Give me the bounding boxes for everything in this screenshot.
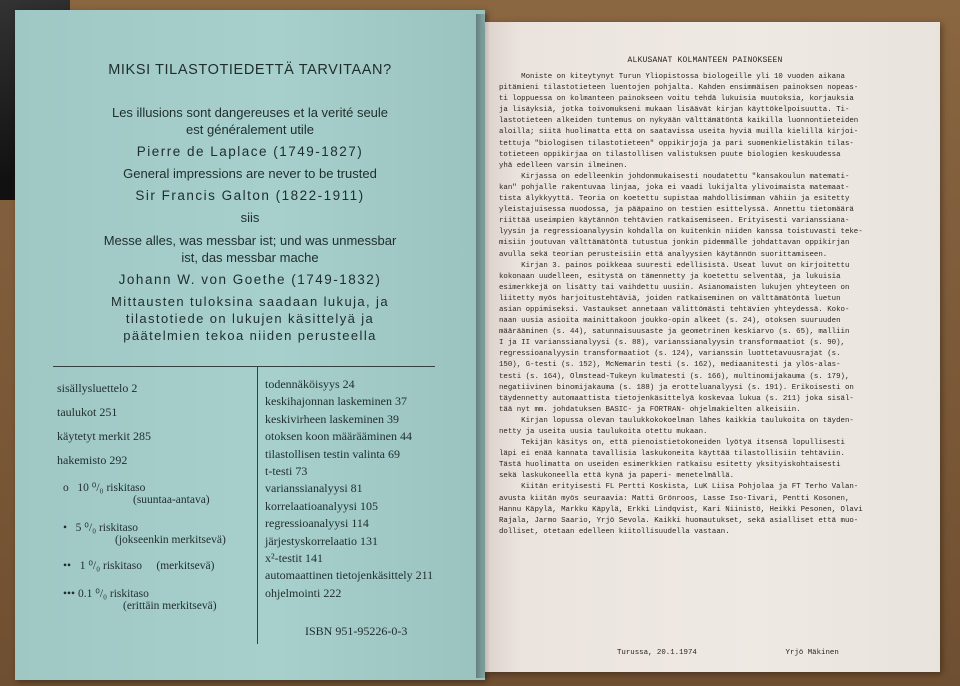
preface-line: naan uusia asioita mainittakoon joukko-opin alkeet (s. 24), otoksen suuruuden — [499, 317, 841, 326]
right-page — [485, 22, 940, 672]
toc-item: käytetyt merkit 285 — [57, 429, 151, 443]
preface-heading: ALKUSANAT KOLMANTEEN PAINOKSEEN — [627, 56, 783, 65]
preface-line: yhä edelleen varsin ilmeinen. — [499, 161, 628, 170]
toc-item: otoksen koon määrääminen 44 — [265, 429, 412, 444]
preface-line: Moniste on kiteytynyt Turun Yliopistossa biologeille yli 10 vuoden aikana — [499, 73, 845, 81]
preface-line: läpi ei enää kannata tavallisia laskukoneita käyttää tilastollisiin tehtäviin. — [499, 450, 845, 459]
preface-line: Hannu Käpylä, Markku Käpylä, Erkki Lindqvist, Kari Niinistö, Heikki Pesonen, Olavi — [499, 505, 863, 514]
preface-line: esimerkkejä on lisätty tai vaihdettu uusiin. Asianomaisten lukujen yhteyteen on — [499, 283, 850, 292]
preface-line: dolliset, otetaan edelleen kiitollisuudella vastaan. — [499, 527, 730, 536]
preface-line: kan" pohjalle rakentuvaa linjaa, joka ei vaadi lukijalta ylivoimaista matemaat- — [499, 183, 850, 192]
preface-line: kokonaan uudelleen, esitystä on tämennetty ja koetettu selventää, ja lukuisia — [499, 272, 841, 281]
preface-line: pitämieni tilastotieteen luentojen pohjalta. Kahden ensimmäisen painoksen nopeas- — [499, 84, 859, 93]
toc-item: t-testi 73 — [265, 463, 308, 478]
preface-line: misiin joutuvan välttämätöntä tutustua jonkin pidemmälle johdattavan oppikirjan — [499, 239, 850, 248]
connector-siis: siis — [240, 210, 260, 225]
author-galton: Sir Francis Galton (1822-1911) — [135, 188, 365, 203]
preface-line: sekä laskukoneella että kynä ja paperi- menetelmällä. — [499, 472, 735, 481]
preface-line: määrääminen (s. 44), satunnaisuusaste ja geometrinen keskiarvo (s. 65), malliin — [499, 328, 850, 337]
preface-line: asian oppimiseksi. Vastaukset annetaan välittömästi tehtävien yhteydessä. Koko- — [499, 305, 850, 314]
toc-item: ohjelmointi 222 — [265, 585, 342, 600]
finnish-line3: päätelmien tekoa niiden perusteella — [123, 328, 377, 343]
toc-item: todennäköisyys 24 — [265, 377, 355, 391]
toc-item: varianssianalyysi 81 — [265, 481, 363, 496]
preface-line: riittää useimpien käytännön tehtävien ratkaisemiseen. Erityisesti varianssiana- — [499, 217, 850, 226]
signature-place: Turussa, 20.1.1974 — [617, 649, 697, 657]
preface-line: lyysin ja regressioanalyysin kohdalla on kuitenkin niiden kanssa toistuvasti teke- — [499, 228, 863, 237]
preface-line: ti loppuessa on kolmanteen painokseen voitu tehdä lukuisia muutoksia, korjauksia — [499, 95, 854, 104]
preface-line: Tästä huolimatta on useiden esimerkkien ratkaisu esitetty yksityiskohtaisesti — [499, 461, 841, 470]
preface-line: Kirjan 3. painos poikkeaa suuresti edellisistä. Useat luvut on kirjoitettu — [499, 261, 850, 270]
preface-signature — [617, 649, 917, 657]
preface-line: Tekijän käsitys on, että pienoistietokoneiden lyötyä itsensä lopullisesti — [499, 439, 845, 448]
preface-line: avulla sekä teorian perusteisiin että analyysien käytännön suorittamiseen. — [499, 250, 828, 259]
preface-body — [499, 72, 927, 538]
finnish-line1: Mittausten tuloksina saadaan lukuja, ja — [111, 294, 389, 309]
risk-level: o 10 ⁰/₀ riskitaso (suuntaa-antava) — [63, 482, 210, 506]
toc-right — [265, 376, 465, 602]
preface-line: täydennetty automaattista tietojenkäsittelyä koskevaa lukua (s. 211) joka sisäl- — [499, 394, 854, 403]
toc-item: keskihajonnan laskeminen 37 — [265, 394, 407, 409]
horizontal-divider — [53, 366, 435, 367]
preface-line: aloilla; siitä huolimatta että on saatavissa useita hyviä muilla kielillä kirjoi- — [499, 128, 859, 137]
preface-line: regressioanalyysin transformaatiot (s. 124), varianssin luottetavuusrajat (s. — [499, 350, 841, 359]
quote-laplace-line1: Les illusions sont dangereuses et la verité seule — [111, 105, 389, 120]
toc-item: taulukot 251 — [57, 405, 118, 419]
preface-line: tää nyt mm. johdatuksen BASIC- ja FORTRAN- ohjelmakielten alkeisiin. — [499, 405, 801, 414]
preface-line: testi (s. 164), Olmstead-Tukeyn kulmatesti (s. 166), multinomijakauma (s. 179), — [499, 372, 850, 381]
toc-item: sisällysluettelo 2 — [57, 381, 138, 395]
quote-goethe-line1: Messe alles, was messbar ist; und was unmessbar — [103, 233, 397, 248]
risk-level: •• 1 ⁰/₀ riskitaso (merkitsevä) — [63, 560, 215, 572]
preface-line: lastotieteen alkeiden tuntemus on nykyään välttämätöntä kaikilla luonnontieteiden — [499, 117, 859, 126]
author-laplace: Pierre de Laplace (1749-1827) — [136, 144, 364, 159]
toc-item: hakemisto 292 — [57, 453, 128, 467]
preface-line: netty ja useita uusia taulukoita otettu mukaan. — [499, 428, 708, 436]
quote-galton: General impressions are never to be trusted — [123, 166, 377, 181]
author-goethe: Johann W. von Goethe (1749-1832) — [118, 272, 382, 287]
risk-level: • 5 ⁰/₀ riskitaso (jokseenkin merkitsevä) — [63, 522, 226, 546]
risk-level: ••• 0.1 ⁰/₀ riskitaso (erittäin merkitsevä) — [63, 588, 217, 612]
vertical-divider — [257, 366, 258, 644]
isbn-number: ISBN 951-95226-0-3 — [305, 624, 408, 638]
quote-goethe-line2: ist, das messbar mache — [181, 250, 319, 265]
preface-line: tista älykkyyttä. Teoria on koetettu supistaa mahdollisimman vähiin ja esitetty — [499, 195, 850, 204]
toc-item: automaattinen tietojenkäsittely 211 — [265, 568, 434, 583]
signature-name: Yrjö Mäkinen — [785, 649, 839, 657]
preface-line: Kiitän erityisesti FL Pertti Koskista, LuK Liisa Pohjolaa ja FT Terho Valan- — [499, 483, 859, 492]
quote-laplace-line2: est généralement utile — [186, 122, 314, 137]
finnish-line2: tilastotiede on lukujen käsittelyä ja — [125, 311, 375, 326]
toc-left — [57, 376, 247, 472]
toc-item: järjestyskorrelaatio 131 — [265, 533, 378, 548]
preface-line: Kirjassa on edelleenkin johdonmukaisesti noudatettu "kansakoulun matemati- — [499, 172, 850, 181]
toc-item: x²-testit 141 — [265, 550, 323, 565]
preface-line: yleistajuisessa muodossa, ja pääpaino on testien esittelyssä. Annettu tietomäärä — [499, 206, 854, 215]
left-page — [15, 10, 485, 680]
preface-line: Kirjan lopussa olevan taulukkokokoelman lähes kaikkia taulukoita on täyden- — [499, 416, 854, 425]
preface-line: avusta kiitän myös seuraavia: Matti Grönroos, Lasse Iso-Iivari, Pentti Kosonen, — [499, 494, 850, 503]
preface-line: Rajala, Jarmo Saario, Yrjö Sevola. Kaikki huomautukset, sekä asialliset että muo- — [499, 516, 859, 525]
page-title: MIKSI TILASTOTIEDETTÄ TARVITAAN? — [108, 62, 392, 78]
preface-line: tettuja "biologisen tilastotieteen" oppikirjoja ja pari suomenkielistäkin tilas- — [499, 139, 854, 148]
toc-item: keskivirheen laskeminen 39 — [265, 411, 399, 426]
preface-line: ja lisäyksiä, jotka toivomukseni mukaan lisäävät kirjan käyttökelpoisuutta. Ti- — [499, 106, 850, 115]
preface-line: I ja II varianssianalyysi (s. 88), varianssianalyysin transformaatiot (s. 90), — [499, 339, 845, 348]
toc-item: regressioanalyysi 114 — [265, 516, 369, 531]
preface-line: liitetty myös harjoitustehtäviä, joiden ratkaiseminen on välttämätöntä luetun — [499, 294, 841, 303]
book-gutter-shadow — [476, 14, 490, 678]
toc-item: tilastollisen testin valinta 69 — [265, 446, 400, 461]
quotes-block — [55, 62, 445, 344]
toc-item: korrelaatioanalyysi 105 — [265, 498, 378, 513]
preface-line: 150), G-testi (s. 152), McNemarin testi (s. 162), mediaanitesti ja ylös-alas- — [499, 361, 841, 370]
preface-line: negatiivinen binomijakauma (s. 188) ja erotteluanalyysi (s. 191). Erikoisesti on — [499, 383, 854, 392]
preface-line: totieteen oppikirjaa on tilastollisen valistuksen puute biologien keskuudessa — [499, 150, 841, 159]
